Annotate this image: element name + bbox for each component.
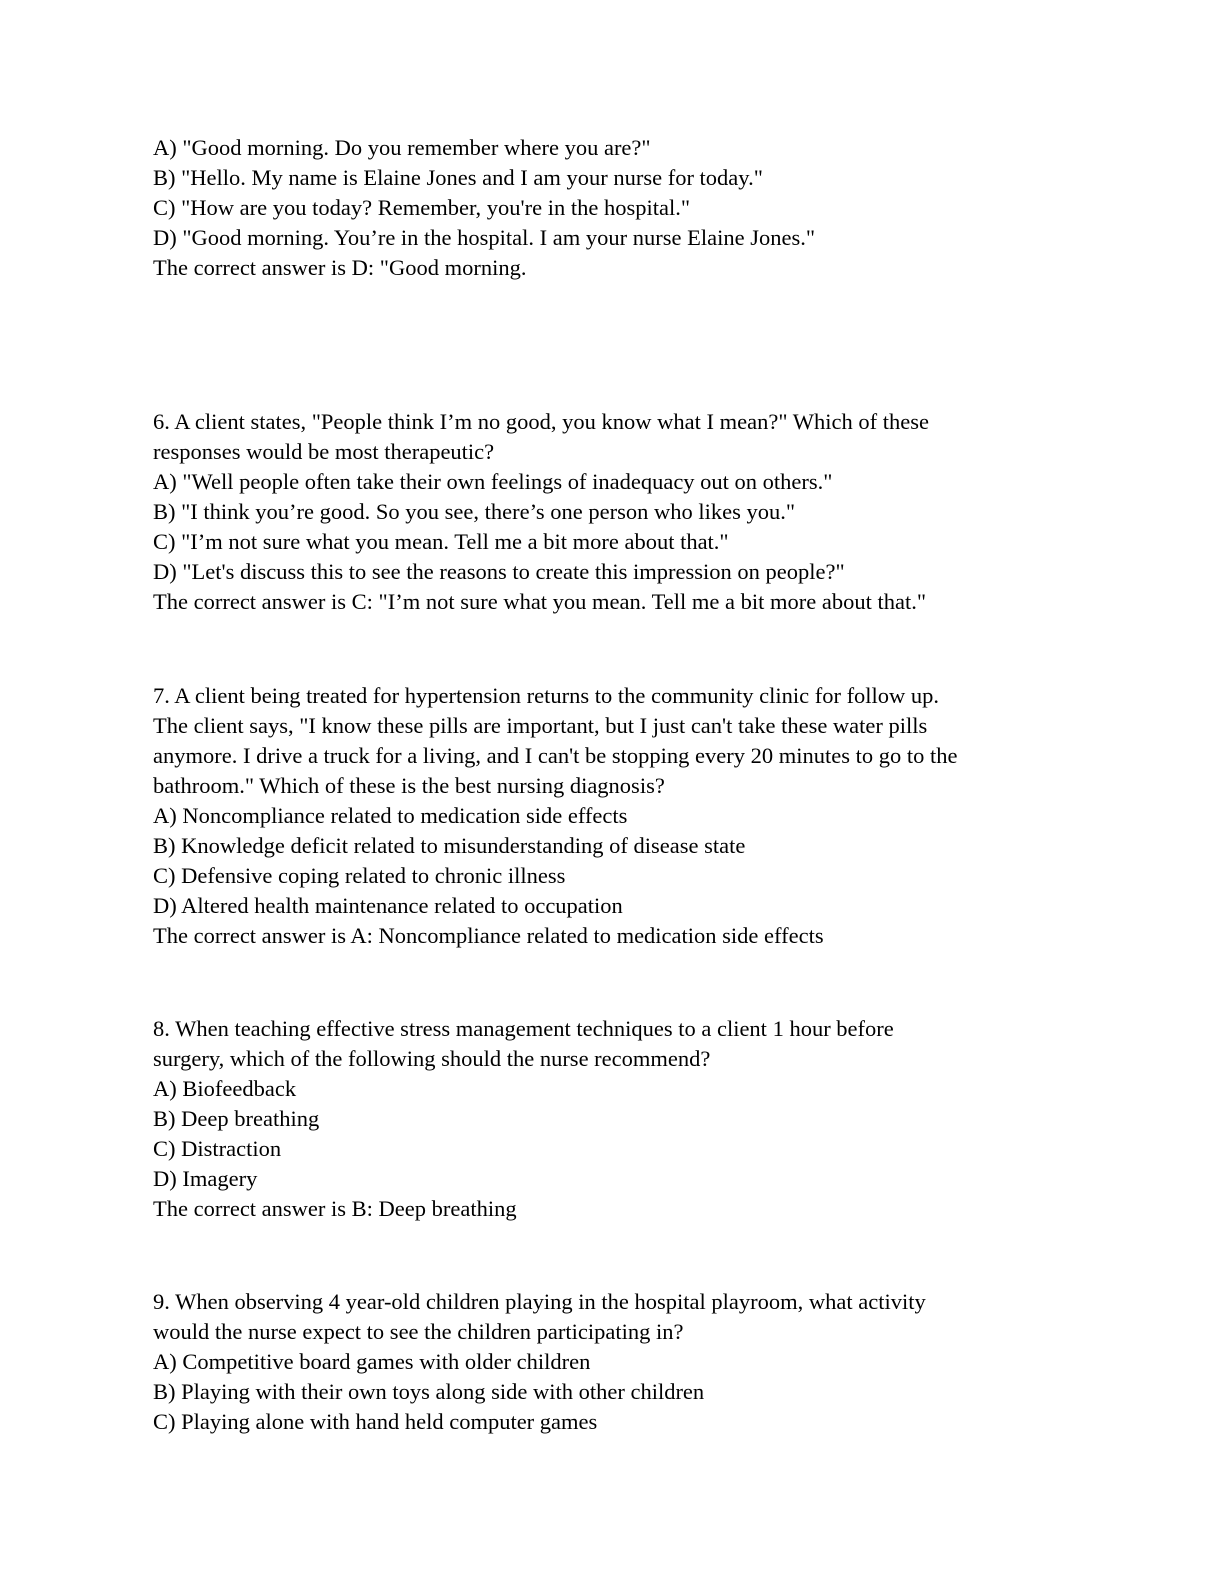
option-b: B) Playing with their own toys along side with other children bbox=[153, 1379, 705, 1404]
option-c: C) Defensive coping related to chronic illness bbox=[153, 863, 566, 888]
option-c: C) Distraction bbox=[153, 1136, 282, 1161]
question-6 bbox=[153, 407, 1113, 617]
question-stem-line: would the nurse expect to see the children participating in? bbox=[153, 1319, 684, 1344]
option-a: A) "Good morning. Do you remember where you are?" bbox=[153, 135, 651, 160]
correct-answer: The correct answer is D: "Good morning. bbox=[153, 255, 527, 280]
question-5-continuation bbox=[153, 133, 1113, 283]
question-9 bbox=[153, 1287, 1113, 1437]
question-7 bbox=[153, 681, 1113, 951]
option-a: A) Biofeedback bbox=[153, 1076, 297, 1101]
question-stem-line: 6. A client states, "People think I’m no good, you know what I mean?" Which of these bbox=[153, 409, 929, 434]
option-a: A) Competitive board games with older children bbox=[153, 1349, 591, 1374]
option-d: D) "Let's discuss this to see the reasons to create this impression on people?" bbox=[153, 559, 845, 584]
question-stem-line: surgery, which of the following should the nurse recommend? bbox=[153, 1046, 711, 1071]
option-b: B) "Hello. My name is Elaine Jones and I am your nurse for today." bbox=[153, 165, 763, 190]
question-8 bbox=[153, 1014, 1113, 1224]
option-c: C) "How are you today? Remember, you're in the hospital." bbox=[153, 195, 691, 220]
question-stem-line: anymore. I drive a truck for a living, and I can't be stopping every 20 minutes to go to the bbox=[153, 743, 958, 768]
option-d: D) "Good morning. You’re in the hospital. I am your nurse Elaine Jones." bbox=[153, 225, 816, 250]
question-stem-line: 9. When observing 4 year-old children playing in the hospital playroom, what activity bbox=[153, 1289, 926, 1314]
correct-answer: The correct answer is C: "I’m not sure what you mean. Tell me a bit more about that." bbox=[153, 589, 927, 614]
option-c: C) Playing alone with hand held computer games bbox=[153, 1409, 598, 1434]
question-stem-line: responses would be most therapeutic? bbox=[153, 439, 495, 464]
question-stem-line: 7. A client being treated for hypertension returns to the community clinic for follow up. bbox=[153, 683, 940, 708]
option-a: A) Noncompliance related to medication side effects bbox=[153, 803, 628, 828]
correct-answer: The correct answer is B: Deep breathing bbox=[153, 1196, 517, 1221]
option-d: D) Imagery bbox=[153, 1166, 258, 1191]
option-d: D) Altered health maintenance related to occupation bbox=[153, 893, 623, 918]
question-stem-line: bathroom." Which of these is the best nursing diagnosis? bbox=[153, 773, 665, 798]
option-b: B) Deep breathing bbox=[153, 1106, 320, 1131]
option-b: B) "I think you’re good. So you see, there’s one person who likes you." bbox=[153, 499, 796, 524]
option-b: B) Knowledge deficit related to misunderstanding of disease state bbox=[153, 833, 746, 858]
question-stem-line: 8. When teaching effective stress management techniques to a client 1 hour before bbox=[153, 1016, 894, 1041]
option-c: C) "I’m not sure what you mean. Tell me a bit more about that." bbox=[153, 529, 729, 554]
correct-answer: The correct answer is A: Noncompliance related to medication side effects bbox=[153, 923, 824, 948]
question-stem-line: The client says, "I know these pills are important, but I just can't take these water pills bbox=[153, 713, 928, 738]
option-a: A) "Well people often take their own feelings of inadequacy out on others." bbox=[153, 469, 833, 494]
